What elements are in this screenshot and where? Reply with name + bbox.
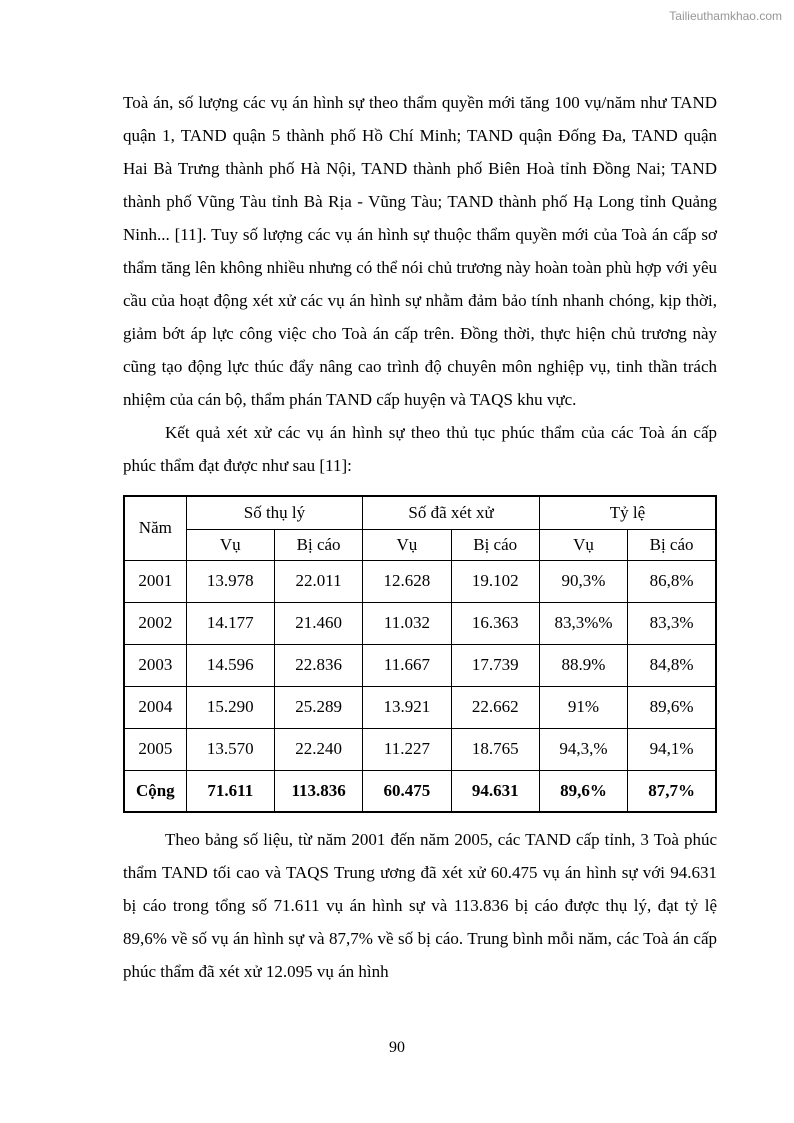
table-cell: 83,3%: [628, 602, 716, 644]
table-cell: 22.240: [274, 728, 362, 770]
case-statistics-table: [123, 495, 717, 813]
table-cell: 83,3%%: [539, 602, 627, 644]
total-label-cell: Cộng: [124, 770, 186, 812]
table-cell: 91%: [539, 686, 627, 728]
table-cell: 86,8%: [628, 560, 716, 602]
table-cell: 12.628: [363, 560, 451, 602]
page-number: 90: [389, 1039, 405, 1056]
table-header-tried: Số đã xét xử: [363, 496, 540, 529]
table-cell: 13.570: [186, 728, 274, 770]
table-row-2004: [124, 686, 716, 728]
table-row-2005: [124, 728, 716, 770]
paragraph-2: Kết quả xét xử các vụ án hình sự theo thủ tục phúc thẩm của các Toà án cấp phúc thẩm đạt được như sau [11]:: [123, 423, 717, 475]
table-row-2002: [124, 602, 716, 644]
table-cell: 22.836: [274, 644, 362, 686]
table-subheader-defendants-accepted: Bị cáo: [274, 529, 362, 560]
table-subheader-cases-rate: Vụ: [539, 529, 627, 560]
table-cell: 89,6%: [539, 770, 627, 812]
table-cell: 16.363: [451, 602, 539, 644]
table-subheader-cases-tried: Vụ: [363, 529, 451, 560]
table-cell: 94,3,%: [539, 728, 627, 770]
table-cell: 88.9%: [539, 644, 627, 686]
table-cell: 84,8%: [628, 644, 716, 686]
watermark: Tailieuthamkhao.com: [669, 9, 782, 23]
table-cell: 13.978: [186, 560, 274, 602]
table-cell: 113.836: [274, 770, 362, 812]
table-cell: 14.596: [186, 644, 274, 686]
table-row-total: [124, 770, 716, 812]
year-cell: 2003: [124, 644, 186, 686]
table-cell: 90,3%: [539, 560, 627, 602]
table-cell: 94,1%: [628, 728, 716, 770]
table-cell: 94.631: [451, 770, 539, 812]
year-cell: 2001: [124, 560, 186, 602]
table-cell: 15.290: [186, 686, 274, 728]
table-cell: 14.177: [186, 602, 274, 644]
table-cell: 13.921: [363, 686, 451, 728]
table-row-2001: [124, 560, 716, 602]
table-header-year: Năm: [124, 496, 186, 560]
table-header-rate: Tỷ lệ: [539, 496, 716, 529]
table-cell: 11.667: [363, 644, 451, 686]
table-header-accepted: Số thụ lý: [186, 496, 363, 529]
year-cell: 2005: [124, 728, 186, 770]
table-cell: 60.475: [363, 770, 451, 812]
table-header-row-top: [124, 496, 716, 529]
table-cell: 18.765: [451, 728, 539, 770]
table-cell: 19.102: [451, 560, 539, 602]
table-cell: 71.611: [186, 770, 274, 812]
table-header-row-sub: [124, 529, 716, 560]
table-cell: 25.289: [274, 686, 362, 728]
table-cell: 21.460: [274, 602, 362, 644]
table-cell: 89,6%: [628, 686, 716, 728]
table-cell: 22.011: [274, 560, 362, 602]
table-cell: 22.662: [451, 686, 539, 728]
table-row-2003: [124, 644, 716, 686]
table-cell: 11.032: [363, 602, 451, 644]
table-subheader-cases-accepted: Vụ: [186, 529, 274, 560]
paragraph-1: Toà án, số lượng các vụ án hình sự theo thẩm quyền mới tăng 100 vụ/năm như TAND quận 1, TAND quận 5 thành phố Hồ Chí Minh; TAND quận Đống Đa, TAND quận Hai Bà Trưng thành phố Hà Nội, TAND thành phố Biên Hoà tỉnh Đồng Nai; TAND thành phố Vũng Tàu tỉnh Bà Rịa - Vũng Tàu; TAND thành phố Hạ Long tỉnh Quảng Ninh... [11]. Tuy số lượng các vụ án hình sự thuộc thẩm quyền mới của Toà án cấp sơ thẩm tăng lên không nhiều nhưng có thể nói chủ trương này hoàn toàn phù hợp với yêu cầu của hoạt động xét xử các vụ án hình sự nhằm đảm bảo tính nhanh chóng, kịp thời, giảm bớt áp lực công việc cho Toà án cấp trên. Đồng thời, thực hiện chủ trương này cũng tạo động lực thúc đẩy nâng cao trình độ chuyên môn nghiệp vụ, tinh thần trách nhiệm của cán bộ, thẩm phán TAND cấp huyện và TAQS khu vực.: [123, 93, 717, 409]
table-subheader-defendants-tried: Bị cáo: [451, 529, 539, 560]
table-cell: 17.739: [451, 644, 539, 686]
paragraph-3: Theo bảng số liệu, từ năm 2001 đến năm 2005, các TAND cấp tỉnh, 3 Toà phúc thẩm TAND tối cao và TAQS Trung ương đã xét xử 60.475 vụ án hình sự với 94.631 bị cáo trong tổng số 71.611 vụ án hình sự và 113.836 bị cáo được thụ lý, đạt tỷ lệ 89,6% về số vụ án hình sự và 87,7% về số bị cáo. Trung bình mỗi năm, các Toà án cấp phúc thẩm đã xét xử 12.095 vụ án hình: [123, 830, 717, 981]
table-cell: 11.227: [363, 728, 451, 770]
table-subheader-defendants-rate: Bị cáo: [628, 529, 716, 560]
page-content: [123, 86, 717, 988]
table-cell: 87,7%: [628, 770, 716, 812]
year-cell: 2002: [124, 602, 186, 644]
year-cell: 2004: [124, 686, 186, 728]
